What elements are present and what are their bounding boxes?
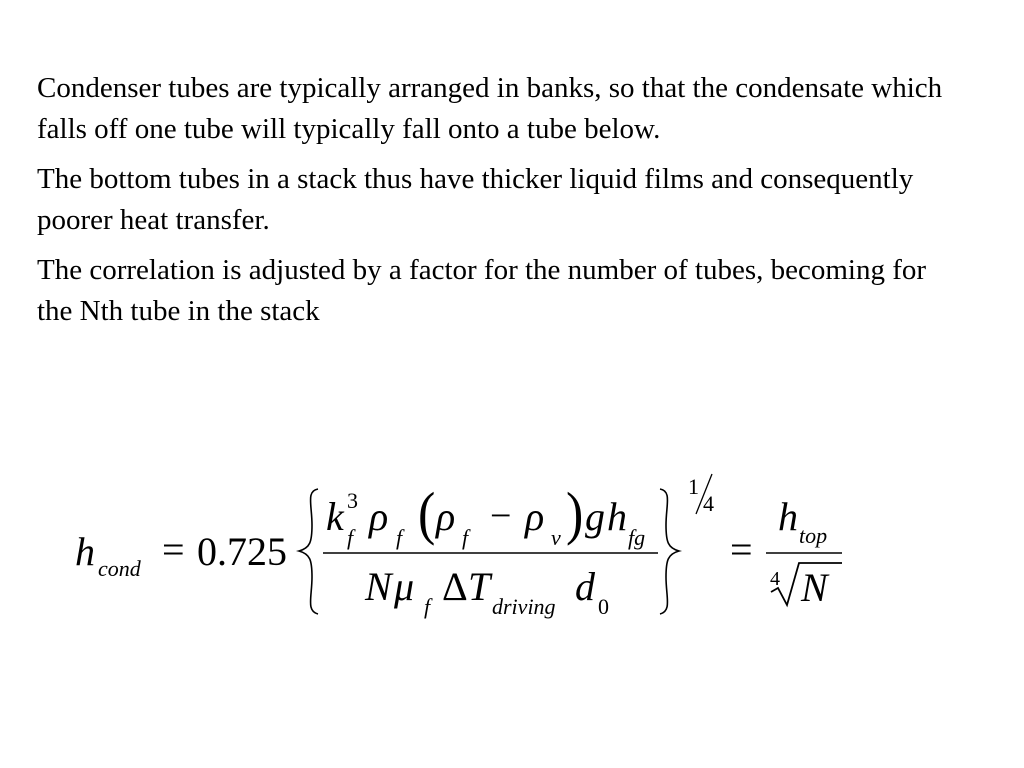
minus-sign: − [490, 495, 512, 537]
num-rho2: ρ [436, 494, 456, 539]
open-paren: ( [418, 480, 436, 547]
num-rho2-sub: f [462, 525, 469, 550]
root-index: 4 [770, 568, 780, 590]
num-rho3-sub: v [551, 525, 561, 550]
right-brace [660, 489, 679, 614]
den-t-sub: driving [492, 594, 556, 619]
lhs-h: h [75, 529, 95, 574]
den-mu-sub: f [424, 594, 431, 619]
num-h: h [607, 494, 627, 539]
den-d: d [575, 564, 595, 609]
paragraph-bottom-tubes: The bottom tubes in a stack thus have thicker liquid films and consequently poorer heat transfer. [37, 163, 914, 236]
left-brace [299, 489, 318, 614]
rhs-h-sub: top [799, 523, 828, 548]
exponent-denominator: 4 [703, 491, 714, 516]
num-k-sub: f [347, 525, 354, 550]
num-h-sub: fg [628, 525, 646, 550]
den-n: N [365, 564, 392, 609]
rhs-h: h [778, 494, 798, 539]
rhs-equals-sign: = [730, 527, 753, 572]
paragraph-correlation: The correlation is adjusted by a factor for the number of tubes, becoming for the Nth tube in the stack [37, 254, 927, 327]
den-t: T [468, 564, 491, 609]
num-g: g [585, 494, 605, 539]
num-rho-sub: f [396, 525, 403, 550]
den-mu: μ [394, 564, 415, 609]
num-rho: ρ [369, 494, 389, 539]
close-paren: ) [566, 480, 584, 547]
den-delta: Δ [442, 564, 468, 609]
lhs-subscript: cond [98, 556, 141, 581]
root-radicand: N [801, 565, 828, 610]
num-k: k [326, 494, 344, 539]
exponent-numerator: 1 [688, 474, 699, 499]
coefficient: 0.725 [197, 529, 287, 574]
paragraph-banks: Condenser tubes are typically arranged in banks, so that the condensate which falls off one tube will typically fall onto a tube below. [37, 72, 943, 145]
num-k-sup: 3 [347, 488, 358, 513]
equals-sign: = [162, 527, 185, 572]
den-d-sub: 0 [598, 594, 609, 619]
num-rho3: ρ [525, 494, 545, 539]
